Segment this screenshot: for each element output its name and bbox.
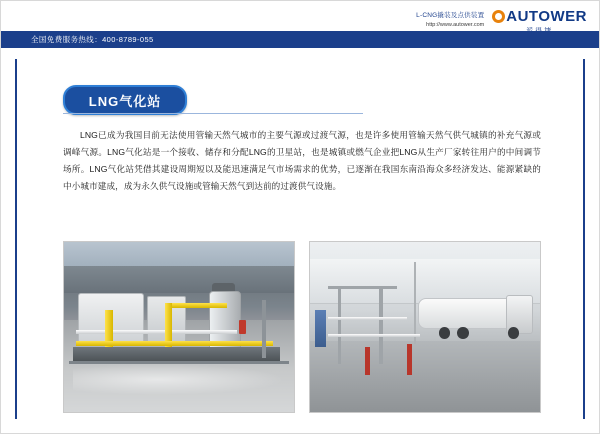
photo1-red-valve — [239, 320, 246, 334]
photo2-red-bollard-right — [407, 344, 413, 375]
logo-wordmark-text: AUTOWER — [506, 8, 587, 25]
photo2-wheel-mid — [457, 327, 469, 339]
title-underline — [63, 113, 363, 114]
photo2-pipe-lower — [328, 334, 420, 337]
photo2-pole — [414, 262, 417, 344]
photo1-skid-base — [73, 347, 280, 361]
logo-wordmark — [492, 9, 587, 25]
hotline-text: 全国免费服务热线：400-8789-055 — [31, 35, 154, 44]
photo2-red-bollard-left — [365, 347, 370, 374]
logo-mark-icon — [492, 10, 505, 23]
photo2-wheel-front — [508, 327, 520, 339]
left-rule — [15, 59, 17, 419]
photo2-ground — [310, 341, 540, 412]
product-line-label: L-CNG撬装及点供装置 — [416, 12, 485, 19]
photo1-yellow-pipe-top — [168, 303, 228, 308]
photo1-building — [64, 266, 294, 293]
photo-lng-tanker-station — [309, 241, 541, 413]
section-title-pill — [63, 85, 187, 115]
photo2-wheel-rear — [439, 327, 451, 339]
header-text-block — [416, 11, 484, 30]
photo1-yellow-header — [76, 341, 274, 346]
photo-lng-skid — [63, 241, 295, 413]
website-url[interactable]: http://www.autower.com — [426, 22, 485, 28]
photo2-blue-cabinet — [315, 310, 327, 347]
body-paragraph: LNG已成为我国目前无法使用管输天然气城市的主要气源或过渡气源，也是许多使用管输天然气供气城镇的补充气源或调峰气源。LNG气化站是一个接收、储存和分配LNG的卫星站，也是城镇或燃气企业把LNG从生产厂家转往用户的中间调节场所。LNG气化站凭借其建设周期短以及能迅速满足气市场需求的优势，已逐渐在我国东南沿海众多经济发达、能源紧缺的中小城市建成，成为永久供气设施或管输天然气到达前的过渡供气设施。 — [63, 130, 541, 191]
right-rule — [583, 59, 585, 419]
photo2-pipe-upper — [328, 317, 406, 320]
photo1-post — [262, 300, 267, 358]
photo2-frame-column-right — [379, 286, 383, 364]
page-header — [1, 1, 600, 59]
hotline-bar — [1, 31, 600, 48]
page-title: LNG气化站 — [88, 93, 162, 109]
photo1-white-pipe — [76, 330, 237, 334]
photo-row — [63, 241, 541, 413]
photo2-frame-column-left — [338, 286, 342, 364]
photo1-wet-ground-highlight — [73, 364, 285, 395]
